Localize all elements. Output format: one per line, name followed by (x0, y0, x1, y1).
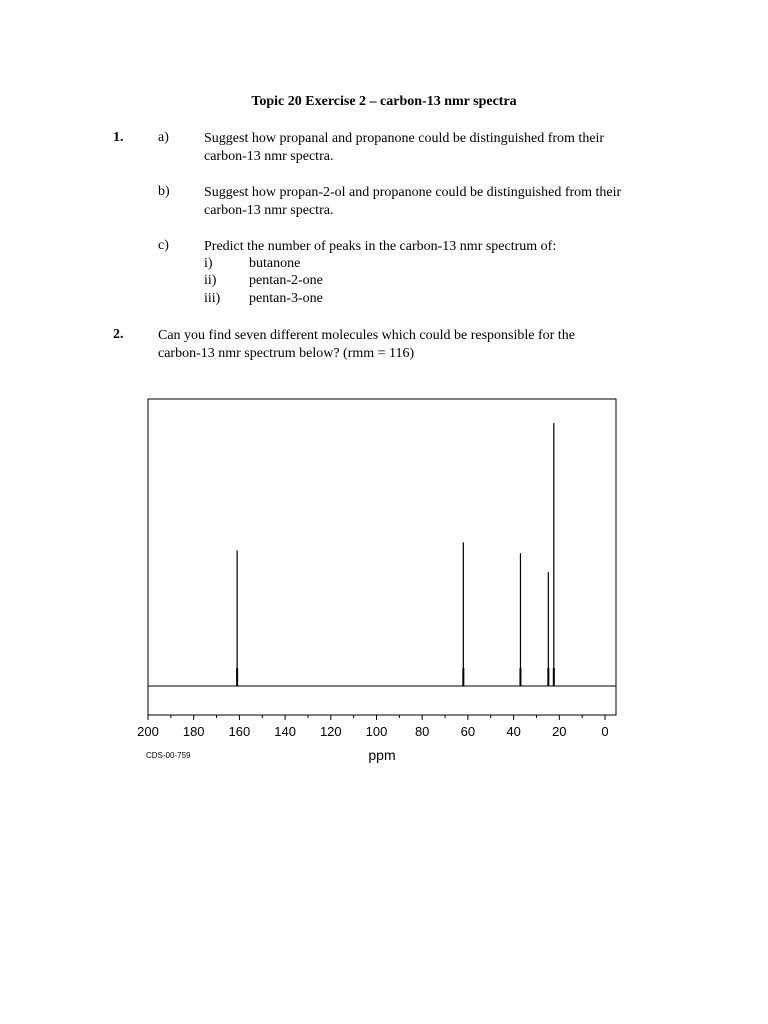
question-1c-item-1-text: butanone (249, 256, 301, 271)
x-axis-tick-label: 40 (506, 724, 521, 739)
x-axis-tick-label: 100 (365, 724, 388, 739)
x-axis-tick-label: 80 (414, 724, 430, 739)
question-2-line-2: carbon-13 nmr spectrum below? (rmm = 116) (158, 346, 415, 361)
question-1c-item-2-number: ii) (204, 273, 217, 288)
spectrum-code-label: CDS-00-759 (146, 751, 191, 760)
question-1-number: 1. (113, 130, 124, 145)
spectrum-frame-box (148, 399, 616, 715)
question-2-line-1: Can you find seven different molecules which could be responsible for the (158, 328, 575, 343)
question-1c-text: Predict the number of peaks in the carbon-13 nmr spectrum of: (204, 239, 557, 254)
question-1a-line-1: Suggest how propanal and propanone could be distinguished from their (204, 131, 605, 146)
x-axis-label: ppm (368, 747, 396, 763)
question-1a-letter: a) (158, 130, 169, 145)
x-axis-tick-label: 200 (137, 724, 159, 739)
x-axis-tick-label: 0 (601, 724, 609, 739)
question-1c-item-2-text: pentan-2-one (249, 273, 323, 288)
x-axis-tick-label: 60 (460, 724, 476, 739)
question-1c-letter: c) (158, 238, 169, 253)
x-axis-tick-label: 120 (319, 724, 342, 739)
page-title: Topic 20 Exercise 2 – carbon-13 nmr spectra (251, 94, 517, 109)
question-1c-item-1-number: i) (204, 256, 213, 271)
question-2-number: 2. (113, 327, 124, 342)
question-1a-line-2: carbon-13 nmr spectra. (204, 149, 334, 164)
question-1b-letter: b) (158, 184, 170, 199)
question-1c-item-3-text: pentan-3-one (249, 291, 323, 306)
x-axis-tick-label: 180 (182, 724, 205, 739)
question-1c-item-3-number: iii) (204, 291, 221, 306)
nmr-spectrum-chart (130, 390, 630, 780)
question-1a-text (204, 130, 664, 166)
x-axis-tick-label: 20 (552, 724, 567, 739)
x-axis-tick-label: 140 (274, 724, 296, 739)
x-axis-tick-label: 160 (228, 724, 251, 739)
question-2-text (158, 327, 658, 363)
question-1b-text (204, 184, 664, 220)
question-1b-line-1: Suggest how propan-2-ol and propanone could be distinguished from their (204, 185, 622, 200)
question-1b-line-2: carbon-13 nmr spectra. (204, 203, 334, 218)
